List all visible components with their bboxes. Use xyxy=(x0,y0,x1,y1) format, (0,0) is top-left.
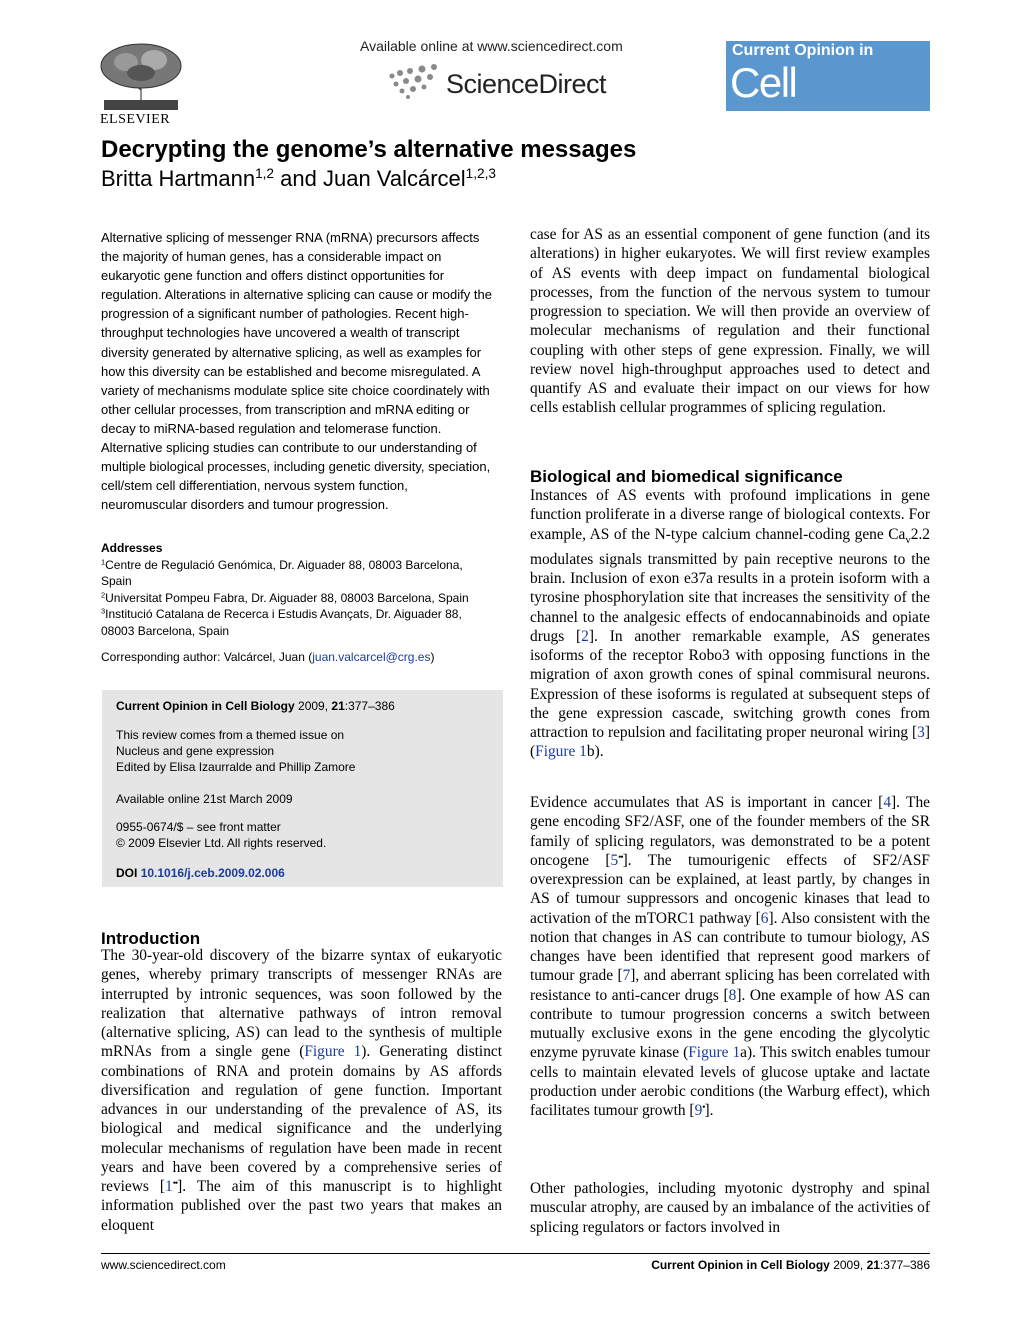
author-list xyxy=(101,166,496,192)
figure-1b-link[interactable]: Figure 1 xyxy=(535,743,587,761)
themed-issue-line: This review comes from a themed issue on xyxy=(116,728,345,742)
biological-significance-paragraph-3: Other pathologies, including myotonic dystrophy and spinal muscular atrophy, are caused by an imbalance of the activities of splicing regulators or factors involved in xyxy=(530,1180,930,1236)
reference-1-link[interactable]: 1 xyxy=(164,1178,173,1195)
author-conjunction: and xyxy=(280,166,317,191)
footer-divider xyxy=(101,1253,930,1254)
copyright-line: © 2009 Elsevier Ltd. All rights reserved. xyxy=(116,836,327,850)
article-info-box xyxy=(102,690,503,887)
themed-issue-topic: Nucleus and gene expression xyxy=(116,744,275,758)
available-date: Available online 21st March 2009 xyxy=(116,792,293,806)
reference-7-link[interactable]: 7 xyxy=(622,967,631,985)
reference-2-link[interactable]: 2 xyxy=(581,627,589,645)
figure-1a-link[interactable]: Figure 1 xyxy=(688,1044,741,1062)
address-item: $^2$Universitat Pompeu Fabra, Dr. Aiguader 88, 08003 Barcelona, Spain xyxy=(101,590,469,605)
introduction-continued-paragraph: case for AS as an essential component of gene function (and its alterations) in higher eukaryotes. We will first review examples of AS events with deep impact on fundamental biological processes, from the function of the nervous system to tumour progression to speciation. We will then provide an overview of molecular mechanisms of regulation and their functional coupling with other steps of gene expression. Finally, we will review novel high-throughput approaches used to detect and quantify AS and evaluate their impact on our views for how cells establish cellular programmes of splicing regulation. xyxy=(530,226,930,417)
corresponding-author: Corresponding author: Valcárcel, Juan (juan.valcarcel@crg.es) xyxy=(101,650,435,664)
author-affiliation: 1,2 xyxy=(255,165,275,181)
article-title: Decrypting the genome’s alternative messages xyxy=(101,136,637,163)
journal-logo-box xyxy=(726,41,930,158)
author-name: Juan Valcárcel xyxy=(322,166,466,191)
reference-8-link[interactable]: 8 xyxy=(728,986,737,1004)
available-online-text: Available online at www.sciencedirect.com xyxy=(360,38,623,54)
reference-5-link[interactable]: 5 xyxy=(610,851,619,869)
biological-significance-paragraph-2: Evidence accumulates that AS is important in cancer [4]. The gene encoding SF2/ASF, one of the founder members of the SR family of splicing regulators, was demonstrated to be a potent oncogene [5••]. The tumourigenic effects of SF2/ASF overexpression can be explained, at least partly, by changes in AS of tumour suppressors and oncogenic kinases that lead to activation of the mTORC1 pathway [6]. Also consistent with the notion that changes in AS can contribute to tumour biology, AS changes have been identified that represent good markers of tumour grade [7], and aberrant splicing has been correlated with resistance to anti-cancer drugs [8]. One example of how AS can contribute to tumour progression concerns a switch between mutually exclusive exons in the gene encoding the glycolytic enzyme pyruvate kinase (Figure 1a). This switch enables tumour cells to maintain elevated levels of glucose uptake and lactate production under aerobic conditions (the Warburg effect), which facilitates tumour growth [9•]. xyxy=(530,794,930,1119)
address-item: $^3$Institució Catalana de Recerca i Estudis Avançats, Dr. Aiguader 88, 08003 Barcelona, Spain xyxy=(101,606,462,638)
issn-line: 0955-0674/$ – see front matter xyxy=(116,820,281,834)
reference-6-link[interactable]: 6 xyxy=(760,909,769,927)
corresponding-email-link[interactable]: juan.valcarcel@crg.es xyxy=(312,650,431,664)
reference-4-link[interactable]: 4 xyxy=(883,794,892,811)
figure-1-link[interactable]: Figure 1 xyxy=(304,1043,362,1061)
introduction-paragraph: The 30-year-old discovery of the bizarre syntax of eukaryotic genes, whereby primary transcripts of messenger RNAs are interrupted by intronic sequences, was soon followed by the realization that alternative pathways of intron removal (alternative splicing, AS) can lead to the synthesis of multiple mRNAs from a single gene (Figure 1). Generating distinct combinations of RNA and protein domains by AS affords diversification and regulation of gene function. Important advances in our understanding of the prevalence of AS, its biological and medical significance and the underlying molecular mechanisms of regulation have been made in recent years and have been covered by a comprehensive series of reviews [1••]. The aim of this manuscript is to highlight information published over the past two years that makes an eloquent xyxy=(101,947,502,1234)
citation-line: Current Opinion in Cell Biology 2009, 21:377–386 xyxy=(116,699,395,713)
abstract-text: Alternative splicing of messenger RNA (mRNA) precursors affects the majority of human genes, has a considerable impact on eukaryotic gene function and offers distinct opportunities for regulation. Alterations in alternative splicing can cause or modify the progression of a significant number of pathologies. Recent high-throughput technologies have uncovered a wealth of transcript diversity generated by alternative splicing, as well as examples for how this diversity can be established and become misregulated. A variety of mechanisms modulate splice site choice coordinately with other cellular processes, from transcription and mRNA editing or decay to miRNA-based regulation and telomerase function. Alternative splicing studies can contribute to our understanding of multiple biological processes, including genetic diversity, speciation, cell/stem cell differentiation, nervous system function, neuromuscular disorders and tumour progression. xyxy=(101,230,492,513)
journal-logo-big: Cell Biology xyxy=(730,59,858,158)
addresses-heading: Addresses xyxy=(101,541,163,555)
section-heading-introduction: Introduction xyxy=(101,929,201,948)
publisher-name: ELSEVIER xyxy=(100,112,171,127)
footer-citation: Current Opinion in Cell Biology 2009, 21:377–386 xyxy=(651,1258,930,1272)
journal-logo-small: Current Opinion in xyxy=(732,42,874,59)
section-heading-biological-significance: Biological and biomedical significance xyxy=(530,467,843,486)
sciencedirect-wordmark: ScienceDirect xyxy=(446,69,607,99)
reference-3-link[interactable]: 3 xyxy=(917,724,925,742)
biological-significance-paragraph-1: Instances of AS events with profound implications in gene function proliferate in a diverse range of biological contexts. For example, AS of the N-type calcium channel-coding gene $Ca_v2.2$ modulates signals transmitted by pain receptive neurons to the brain. Inclusion of exon e37a results in a protein isoform with a tyrosine phosphorylation site that increases the sensitivity of the channel to the analgesic effects of endocannabinoids and opiate drugs [2]. In another remarkable example, AS generates isoforms of the receptor Robo3 with opposing functions in the migration of axon growth cones of spinal commisural neurons. Expression of these isoforms is regulated at subsequent steps of the gene expression cascade, switching growth cones from attraction to repulsion and facilitating proper neuronal wiring [3] (Figure 1b). xyxy=(530,487,930,761)
doi-link[interactable]: 10.1016/j.ceb.2009.02.006 xyxy=(140,866,285,880)
doi-line: DOI 10.1016/j.ceb.2009.02.006 xyxy=(116,866,285,880)
address-item: $^1$Centre de Regulació Genómica, Dr. Aiguader 88, 08003 Barcelona, Spain xyxy=(101,557,463,588)
reference-9-link[interactable]: 9 xyxy=(694,1102,703,1119)
editors-line: Edited by Elisa Izaurralde and Phillip Zamore xyxy=(116,760,356,774)
author-name: Britta Hartmann xyxy=(101,166,256,191)
author-affiliation: 1,2,3 xyxy=(465,165,496,181)
addresses-block xyxy=(101,540,493,639)
footer-website: www.sciencedirect.com xyxy=(101,1258,226,1272)
